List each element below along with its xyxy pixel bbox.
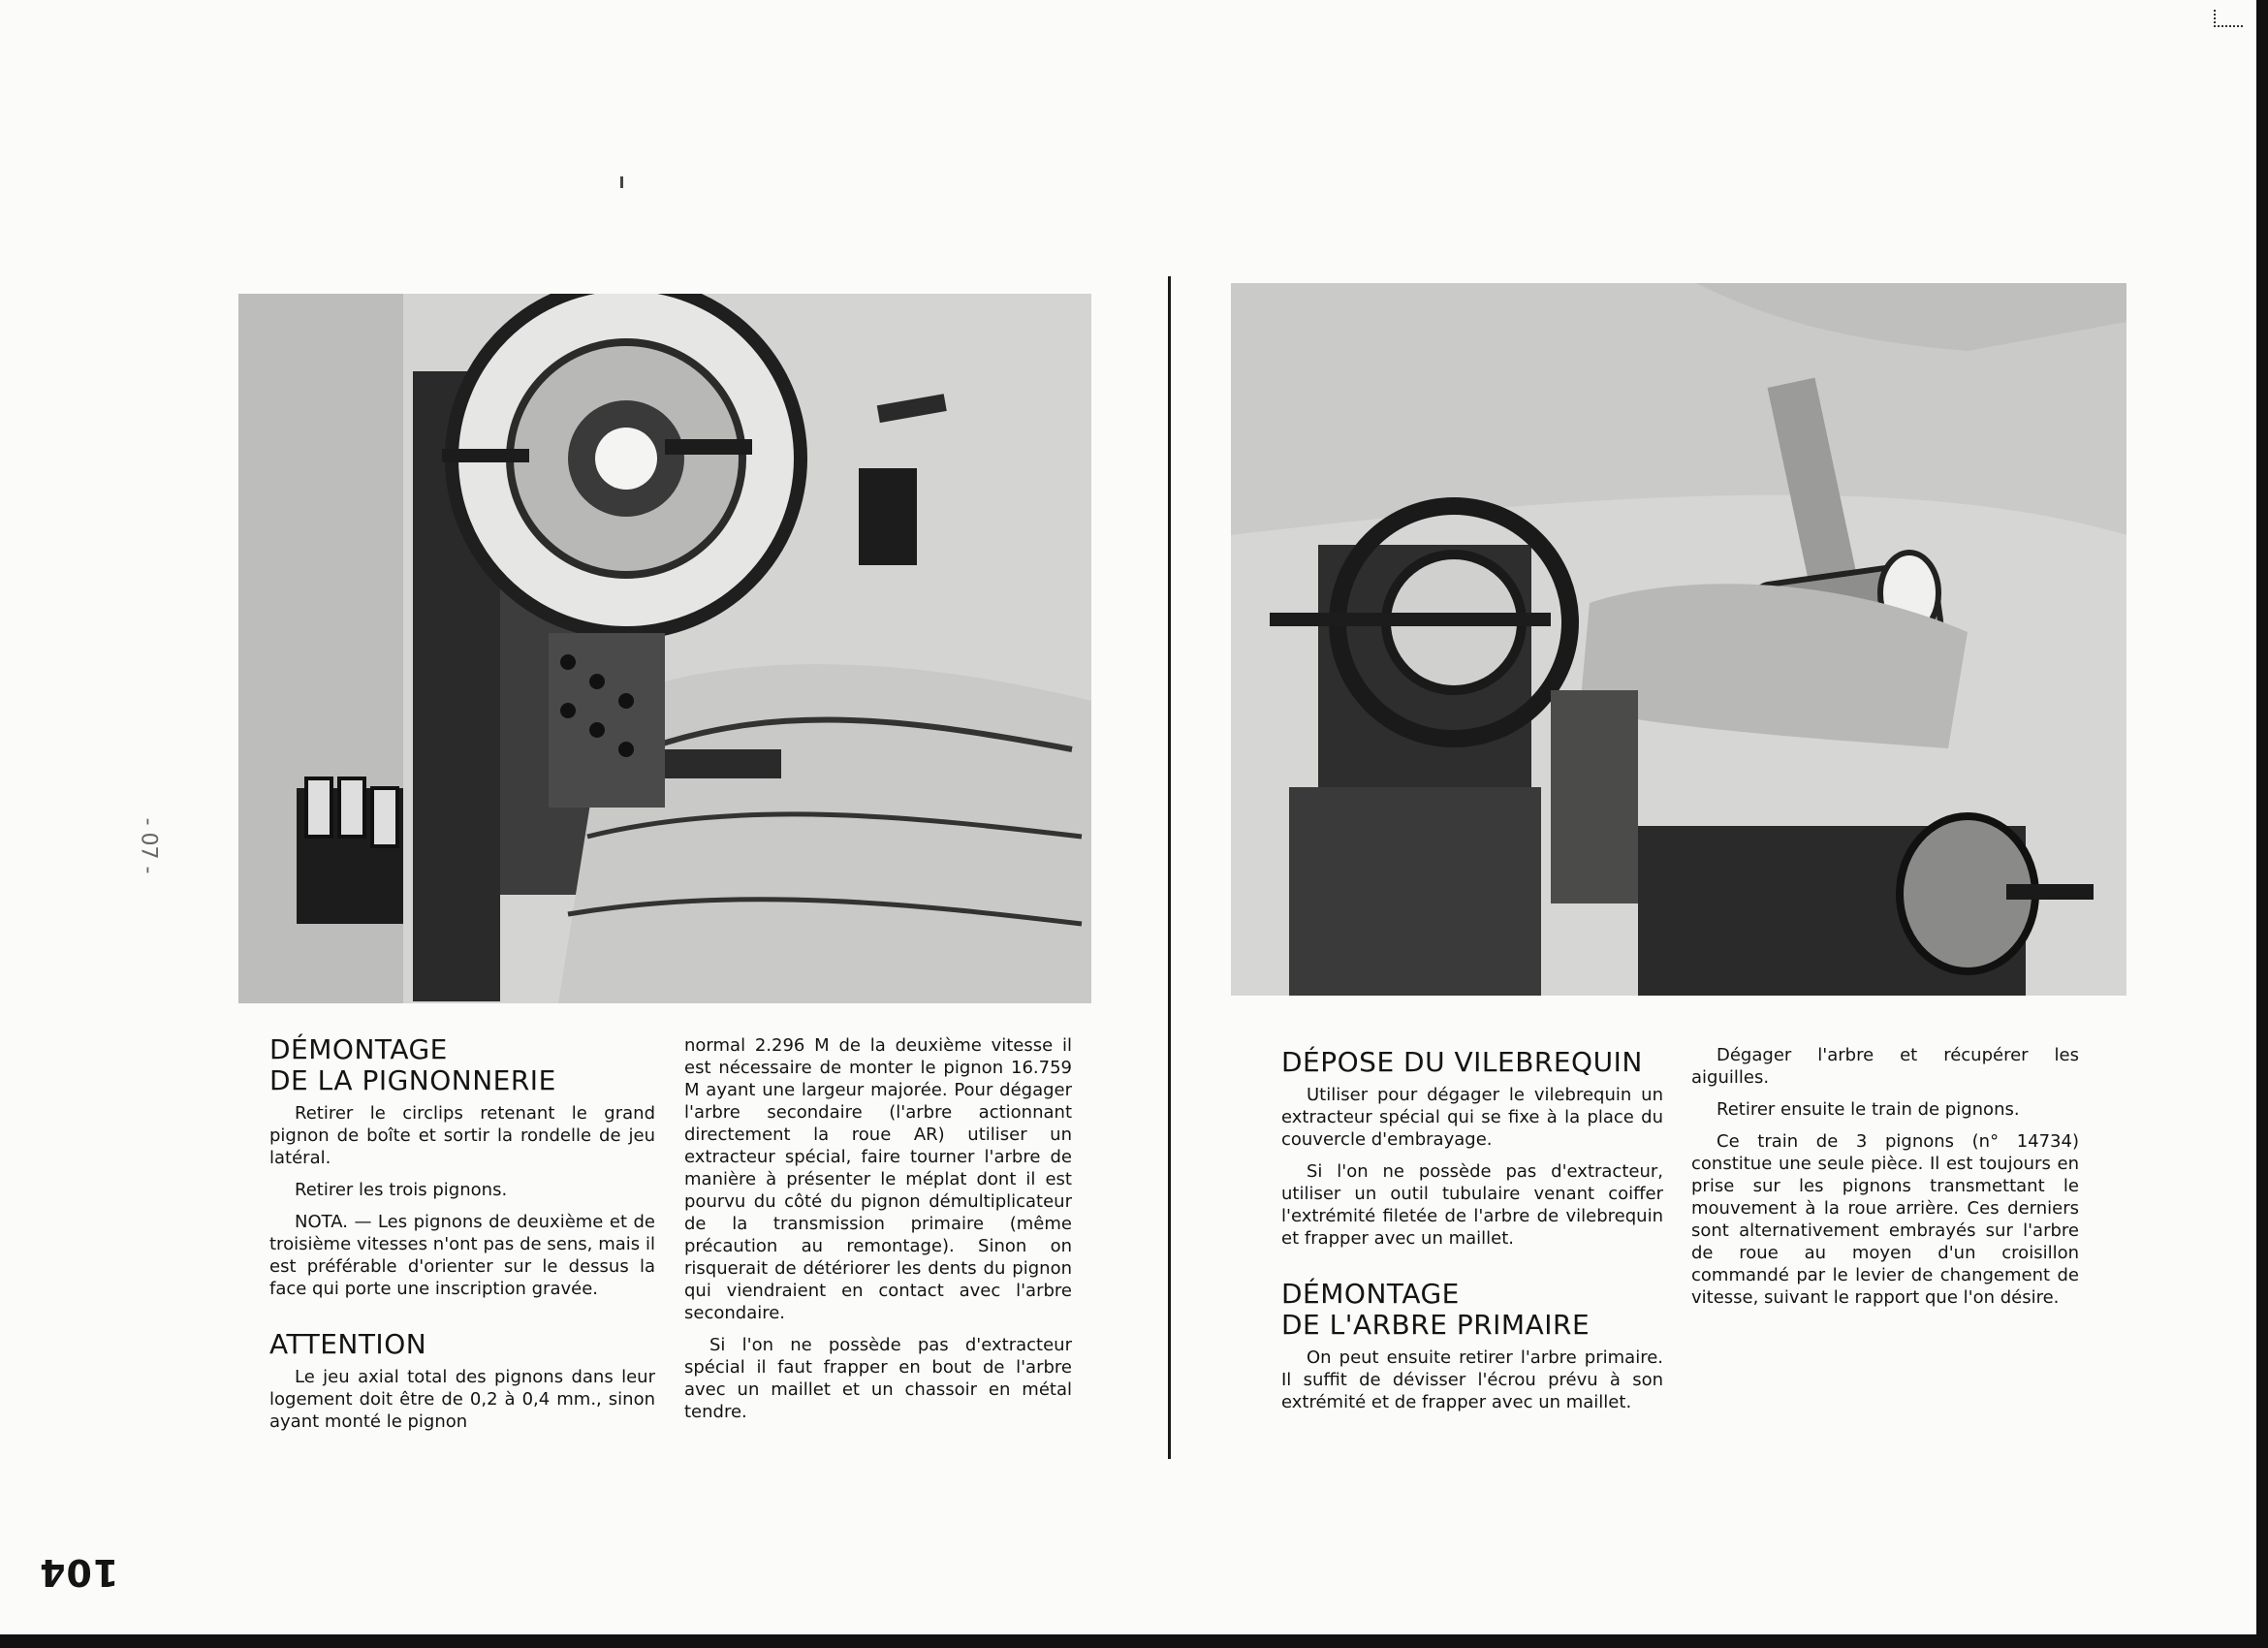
page-number: 104 <box>39 1551 119 1594</box>
text-column-1 <box>269 1034 655 1442</box>
heading-line-1: DÉMONTAGE <box>269 1033 448 1065</box>
heading-line-2: DE LA PIGNONNERIE <box>269 1064 556 1096</box>
heading-line-1: DÉMONTAGE <box>1281 1278 1460 1310</box>
text-column-3 <box>1281 1047 1663 1423</box>
heading-demontage-pignonnerie <box>269 1034 655 1096</box>
heading-depose-vilebrequin: DÉPOSE DU VILEBREQUIN <box>1281 1046 1643 1078</box>
paragraph: Si l'on ne possède pas d'extracteur, utiliser un outil tubulaire venant coiffer l'extrémité filetée de l'arbre de vilebrequin et frapper avec un maillet. <box>1281 1161 1663 1249</box>
scan-border-bottom <box>0 1634 2268 1648</box>
heading-attention: ATTENTION <box>269 1328 427 1360</box>
paragraph: Si l'on ne possède pas d'extracteur spécial il faut frapper en bout de l'arbre avec un maillet et un chassoir en métal tendre. <box>684 1335 1072 1422</box>
text-column-4 <box>1691 1044 2079 1318</box>
paragraph: On peut ensuite retirer l'arbre primaire. Il suffit de dévisser l'écrou prévu à son extrémité et de frapper avec un maillet. <box>1281 1347 1663 1412</box>
paragraph: Le jeu axial total des pignons dans leur logement doit être de 0,2 à 0,4 mm., sinon ayant monté le pignon <box>269 1367 655 1432</box>
corner-mark <box>2214 10 2243 27</box>
scan-speck <box>620 176 623 188</box>
paragraph: Retirer les trois pignons. <box>295 1180 508 1200</box>
heading-line-2: DE L'ARBRE PRIMAIRE <box>1281 1309 1591 1341</box>
paragraph: Retirer ensuite le train de pignons. <box>1717 1099 2020 1120</box>
nota-paragraph: NOTA. — Les pignons de deuxième et de troisième vitesses n'ont pas de sens, mais il est préférable d'orienter sur le dessus la face qui porte une inscription gravée. <box>269 1212 655 1299</box>
page-divider <box>1168 276 1171 1459</box>
photo-gearbox-disassembly <box>238 294 1091 1003</box>
text-column-2 <box>684 1034 1072 1433</box>
heading-demontage-arbre-primaire <box>1281 1279 1663 1341</box>
scan-border-right <box>2256 0 2268 1648</box>
photo-crankshaft-removal <box>1231 283 2126 996</box>
margin-note: - 07 - <box>136 817 161 874</box>
paragraph: Retirer le circlips retenant le grand pignon de boîte et sortir la rondelle de jeu latéral. <box>269 1103 655 1168</box>
paragraph: normal 2.296 M de la deuxième vitesse il est nécessaire de monter le pignon 16.759 M ayant une largeur majorée. Pour dégager l'arbre secondaire (l'arbre actionnant directement la roue AR) utiliser un extracteur spécial, faire tourner l'arbre de manière à présenter le méplat dont il est pourvu du côté du pignon démultiplicateur de la transmission primaire (même précaution au remontage). Sinon on risquerait de détériorer les dents du pignon qui viendraient en contact avec l'arbre secondaire. <box>684 1035 1072 1323</box>
paragraph: Dégager l'arbre et récupérer les aiguilles. <box>1691 1045 2079 1088</box>
paragraph: Utiliser pour dégager le vilebrequin un extracteur spécial qui se fixe à la place du couvercle d'embrayage. <box>1281 1085 1663 1150</box>
paragraph: Ce train de 3 pignons (n° 14734) constitue une seule pièce. Il est toujours en prise sur les pignons transmettant le mouvement à la roue arrière. Ces derniers sont alternativement embrayés sur l'arbre de roue au moyen d'un croisillon commandé par le levier de changement de vitesse, suivant le rapport que l'on désire. <box>1691 1131 2079 1308</box>
